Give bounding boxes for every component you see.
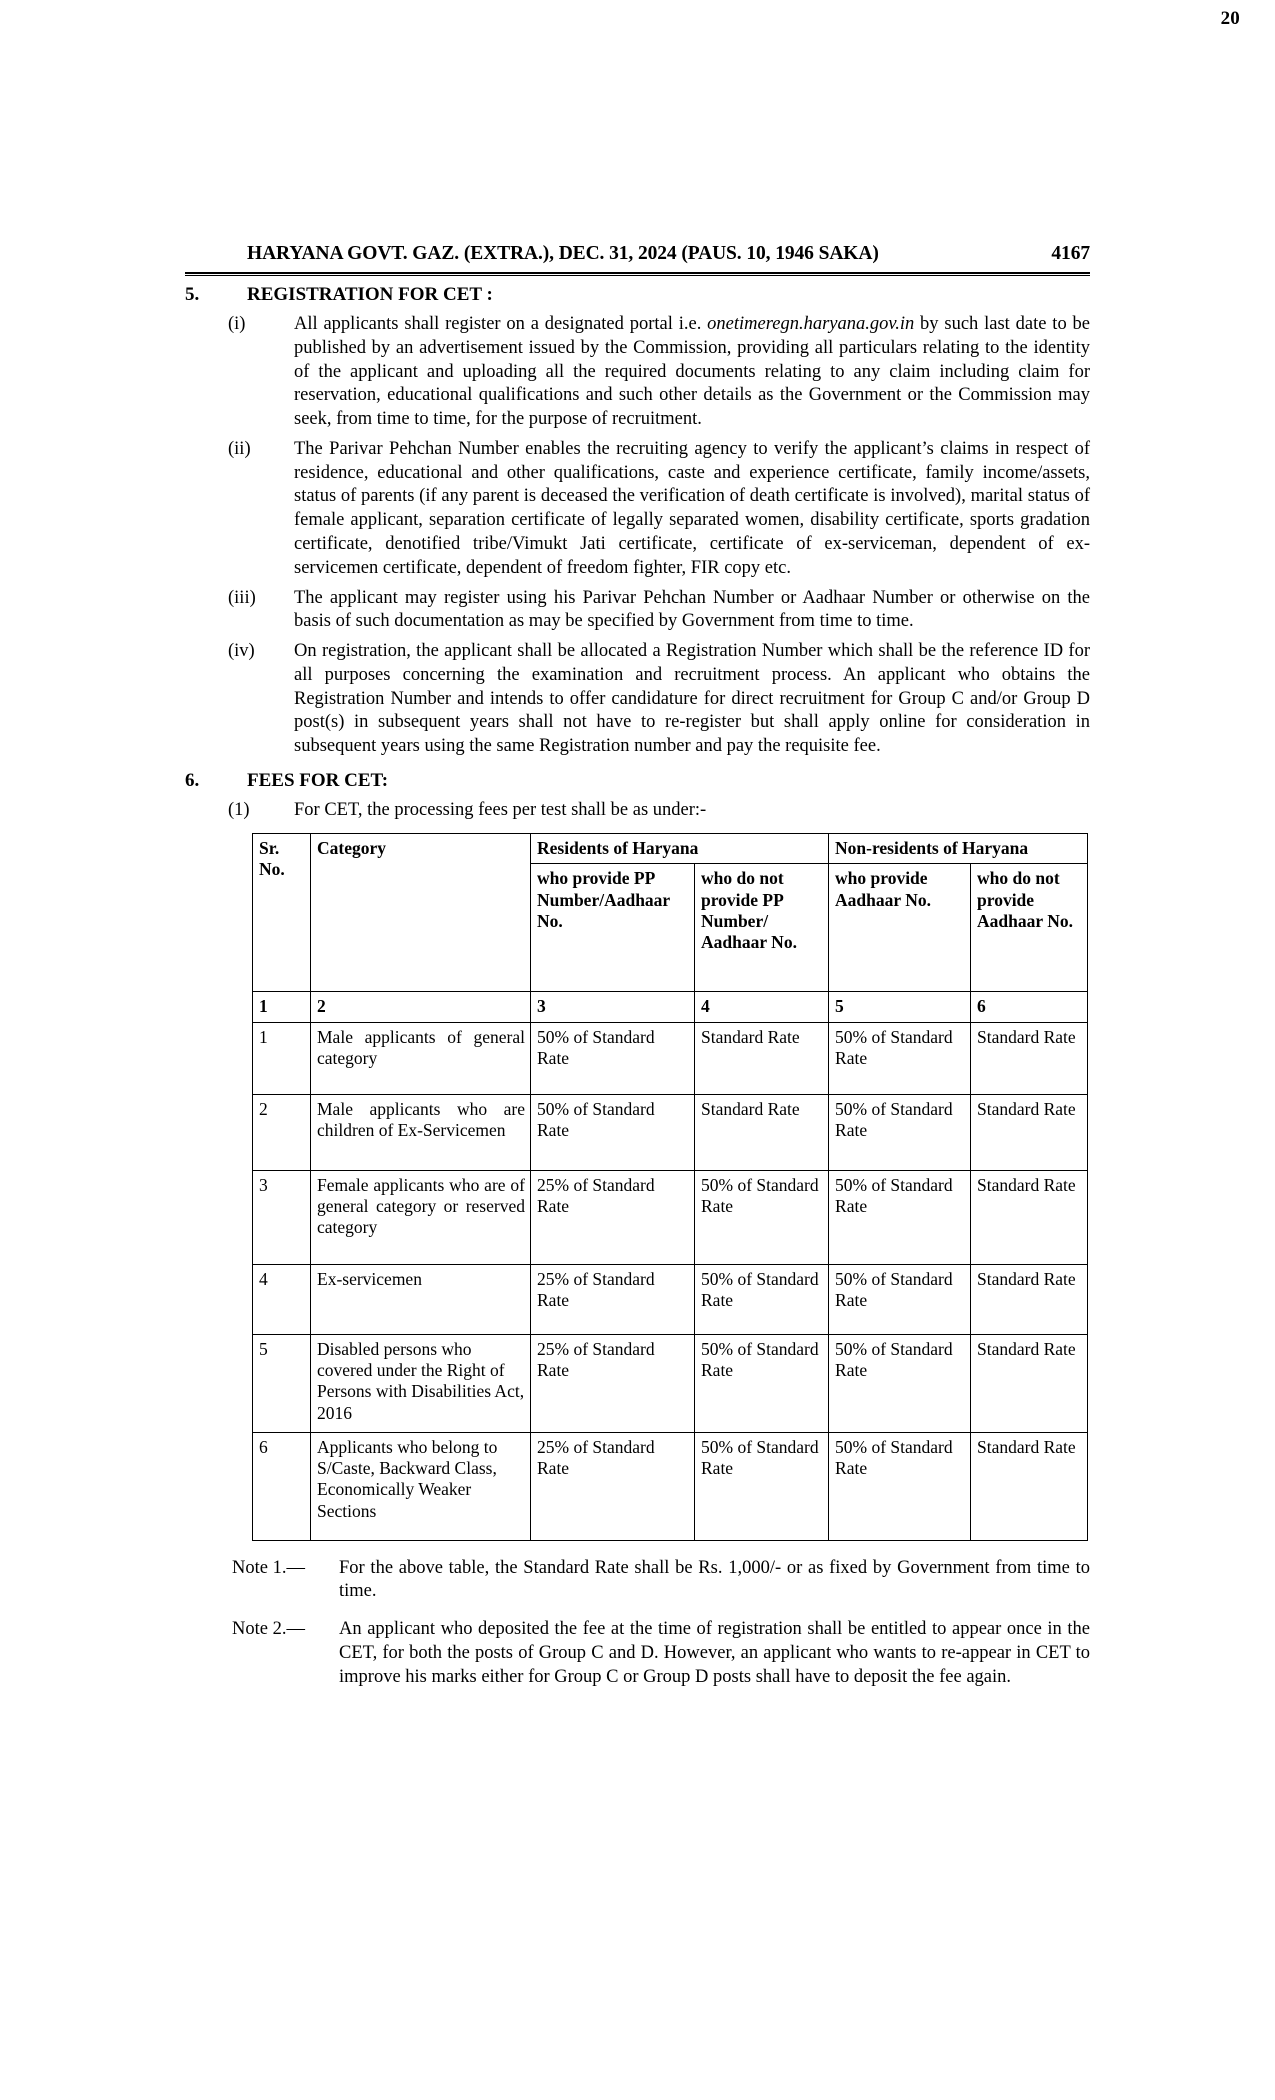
cell-nonres-provide: 50% of Standard Rate bbox=[829, 1170, 971, 1264]
cell-res-provide: 50% of Standard Rate bbox=[531, 1094, 695, 1170]
col-number-4: 4 bbox=[695, 992, 829, 1022]
header-sr-no bbox=[253, 833, 311, 991]
section-5-title: REGISTRATION FOR CET : bbox=[247, 284, 493, 305]
cell-res-not-provide: 50% of Standard Rate bbox=[695, 1170, 829, 1264]
portal-url: onetimeregn.haryana.gov.in bbox=[707, 314, 915, 335]
cell-res-not-provide: Standard Rate bbox=[695, 1094, 829, 1170]
section-6-heading bbox=[0, 768, 1275, 793]
col-number-3: 3 bbox=[531, 992, 695, 1022]
clause-iv bbox=[228, 640, 1090, 759]
note-2-label: Note 2.— bbox=[232, 1619, 305, 1640]
subclause-1-marker: (1) bbox=[228, 799, 250, 820]
header-res-not-provide: who do not provide PP Number/ Aadhaar No. bbox=[695, 864, 829, 992]
header-sr-no-line2: No. bbox=[259, 859, 285, 880]
fee-table-column-number-row bbox=[253, 992, 1088, 1022]
cell-res-provide: 25% of Standard Rate bbox=[531, 1170, 695, 1264]
cell-nonres-not-provide: Standard Rate bbox=[971, 1022, 1088, 1094]
table-row bbox=[253, 1432, 1088, 1540]
page-number-top: 20 bbox=[1220, 8, 1240, 29]
cell-nonres-not-provide: Standard Rate bbox=[971, 1264, 1088, 1334]
subclause-1-text: For CET, the processing fees per test shall be as under:- bbox=[294, 799, 707, 820]
gazette-title-line: HARYANA GOVT. GAZ. (EXTRA.), DEC. 31, 2024 (PAUS. 10, 1946 SAKA) bbox=[247, 243, 879, 264]
table-row bbox=[253, 1334, 1088, 1432]
clause-i-text-after: by such last date to be published by an advertisement issued by the Commission, providing all particulars relating to the identity of the applicant and uploading all the required documents relating to any claim including claim for reservation, educational qualifications and such other details as the Government or the Commission may seek, from time to time, for the purpose of recruitment. bbox=[294, 314, 1090, 430]
header-non-residents-group: Non-residents of Haryana bbox=[829, 833, 1088, 863]
header-rule bbox=[185, 272, 1090, 276]
section-5-number: 5. bbox=[185, 284, 200, 305]
cell-res-provide: 25% of Standard Rate bbox=[531, 1264, 695, 1334]
note-1-text: For the above table, the Standard Rate shall be Rs. 1,000/- or as fixed by Government from time to time. bbox=[339, 1557, 1090, 1602]
cell-res-provide: 25% of Standard Rate bbox=[531, 1432, 695, 1540]
folio-number: 4167 bbox=[1051, 243, 1090, 264]
clause-iii-marker: (iii) bbox=[228, 587, 256, 608]
header-nonres-not-provide: who do not provide Aadhaar No. bbox=[971, 864, 1088, 992]
cell-res-not-provide: 50% of Standard Rate bbox=[695, 1264, 829, 1334]
clause-ii bbox=[228, 438, 1090, 581]
clause-i-marker: (i) bbox=[228, 314, 246, 335]
cell-category: Male applicants of general category bbox=[311, 1022, 531, 1094]
cell-res-provide: 50% of Standard Rate bbox=[531, 1022, 695, 1094]
cell-res-not-provide: 50% of Standard Rate bbox=[695, 1432, 829, 1540]
clause-iii-text: The applicant may register using his Parivar Pehchan Number or Aadhaar Number or otherwise on the basis of such documentation as may be specified by Government from time to time. bbox=[294, 587, 1090, 632]
header-sr-no-line1: Sr. bbox=[259, 837, 280, 858]
cell-sr: 4 bbox=[253, 1264, 311, 1334]
table-row bbox=[253, 1022, 1088, 1094]
section-6-number: 6. bbox=[185, 769, 200, 791]
table-row bbox=[253, 1094, 1088, 1170]
document-content bbox=[0, 282, 1275, 1703]
cell-res-provide: 25% of Standard Rate bbox=[531, 1334, 695, 1432]
cell-sr: 3 bbox=[253, 1170, 311, 1264]
cell-category: Applicants who belong to S/Caste, Backward Class, Economically Weaker Sections bbox=[311, 1432, 531, 1540]
cell-sr: 6 bbox=[253, 1432, 311, 1540]
clause-ii-marker: (ii) bbox=[228, 438, 251, 459]
fee-table bbox=[252, 833, 1088, 1541]
cell-category: Male applicants who are children of Ex-Servicemen bbox=[311, 1094, 531, 1170]
clause-i bbox=[228, 313, 1090, 432]
note-2 bbox=[232, 1618, 1090, 1689]
cell-category: Disabled persons who covered under the Right of Persons with Disabilities Act, 2016 bbox=[311, 1334, 531, 1432]
header-nonres-provide: who provide Aadhaar No. bbox=[829, 864, 971, 992]
cell-res-not-provide: 50% of Standard Rate bbox=[695, 1334, 829, 1432]
col-number-2: 2 bbox=[311, 992, 531, 1022]
table-row bbox=[253, 1264, 1088, 1334]
col-number-5: 5 bbox=[829, 992, 971, 1022]
cell-nonres-not-provide: Standard Rate bbox=[971, 1170, 1088, 1264]
cell-nonres-provide: 50% of Standard Rate bbox=[829, 1022, 971, 1094]
header-res-provide: who provide PP Number/Aadhaar No. bbox=[531, 864, 695, 992]
cell-category: Female applicants who are of general category or reserved category bbox=[311, 1170, 531, 1264]
clause-i-text-before: All applicants shall register on a designated portal i.e. bbox=[294, 314, 708, 335]
cell-sr: 1 bbox=[253, 1022, 311, 1094]
cell-nonres-provide: 50% of Standard Rate bbox=[829, 1264, 971, 1334]
cell-nonres-provide: 50% of Standard Rate bbox=[829, 1094, 971, 1170]
section-6-title: FEES FOR CET: bbox=[247, 769, 389, 791]
cell-nonres-not-provide: Standard Rate bbox=[971, 1094, 1088, 1170]
note-2-text: An applicant who deposited the fee at the time of registration shall be entitled to appear once in the CET, for both the posts of Group C and D. However, an applicant who wants to re-appear in CET to improve his marks either for Group C or Group D posts shall have to deposit the fee again. bbox=[339, 1619, 1090, 1687]
cell-nonres-provide: 50% of Standard Rate bbox=[829, 1432, 971, 1540]
section-6-subclause-1 bbox=[228, 799, 1090, 823]
cell-nonres-not-provide: Standard Rate bbox=[971, 1334, 1088, 1432]
col-number-6: 6 bbox=[971, 992, 1088, 1022]
fee-table-container bbox=[252, 833, 1087, 1541]
note-1 bbox=[232, 1557, 1090, 1605]
cell-sr: 2 bbox=[253, 1094, 311, 1170]
col-number-1: 1 bbox=[253, 992, 311, 1022]
cell-nonres-provide: 50% of Standard Rate bbox=[829, 1334, 971, 1432]
fee-table-header-row-top bbox=[253, 833, 1088, 863]
cell-nonres-not-provide: Standard Rate bbox=[971, 1432, 1088, 1540]
cell-res-not-provide: Standard Rate bbox=[695, 1022, 829, 1094]
table-row bbox=[253, 1170, 1088, 1264]
header-category: Category bbox=[311, 833, 531, 991]
note-1-label: Note 1.— bbox=[232, 1557, 305, 1578]
clause-iv-text: On registration, the applicant shall be allocated a Registration Number which shall be the reference ID for all purposes concerning the examination and recruitment process. An applicant who obtains the Registration Number and intends to offer candidature for direct recruitment for Group C and/or Group D post(s) in subsequent years shall not have to re-register but shall apply online for consideration in subsequent years using the same Registration number and pay the requisite fee. bbox=[294, 641, 1090, 757]
clause-ii-text: The Parivar Pehchan Number enables the recruiting agency to verify the applicant’s claims in respect of residence, educational and other qualifications, caste and experience certificate, family income/assets, status of parents (if any parent is deceased the verification of death certificate is involved), marital status of female applicant, separation certificate of legally separated women, disability certificate, sports gradation certificate, denotified tribe/Vimukt Jati certificate, certificate of ex-serviceman, dependent of ex-servicemen certificate, dependent of freedom fighter, FIR copy etc. bbox=[294, 438, 1090, 578]
clause-iv-marker: (iv) bbox=[228, 641, 255, 662]
cell-category: Ex-servicemen bbox=[311, 1264, 531, 1334]
clause-iii bbox=[228, 587, 1090, 635]
notes-block bbox=[232, 1557, 1090, 1690]
cell-sr: 5 bbox=[253, 1334, 311, 1432]
section-5-heading bbox=[0, 282, 1275, 307]
header-residents-group: Residents of Haryana bbox=[531, 833, 829, 863]
